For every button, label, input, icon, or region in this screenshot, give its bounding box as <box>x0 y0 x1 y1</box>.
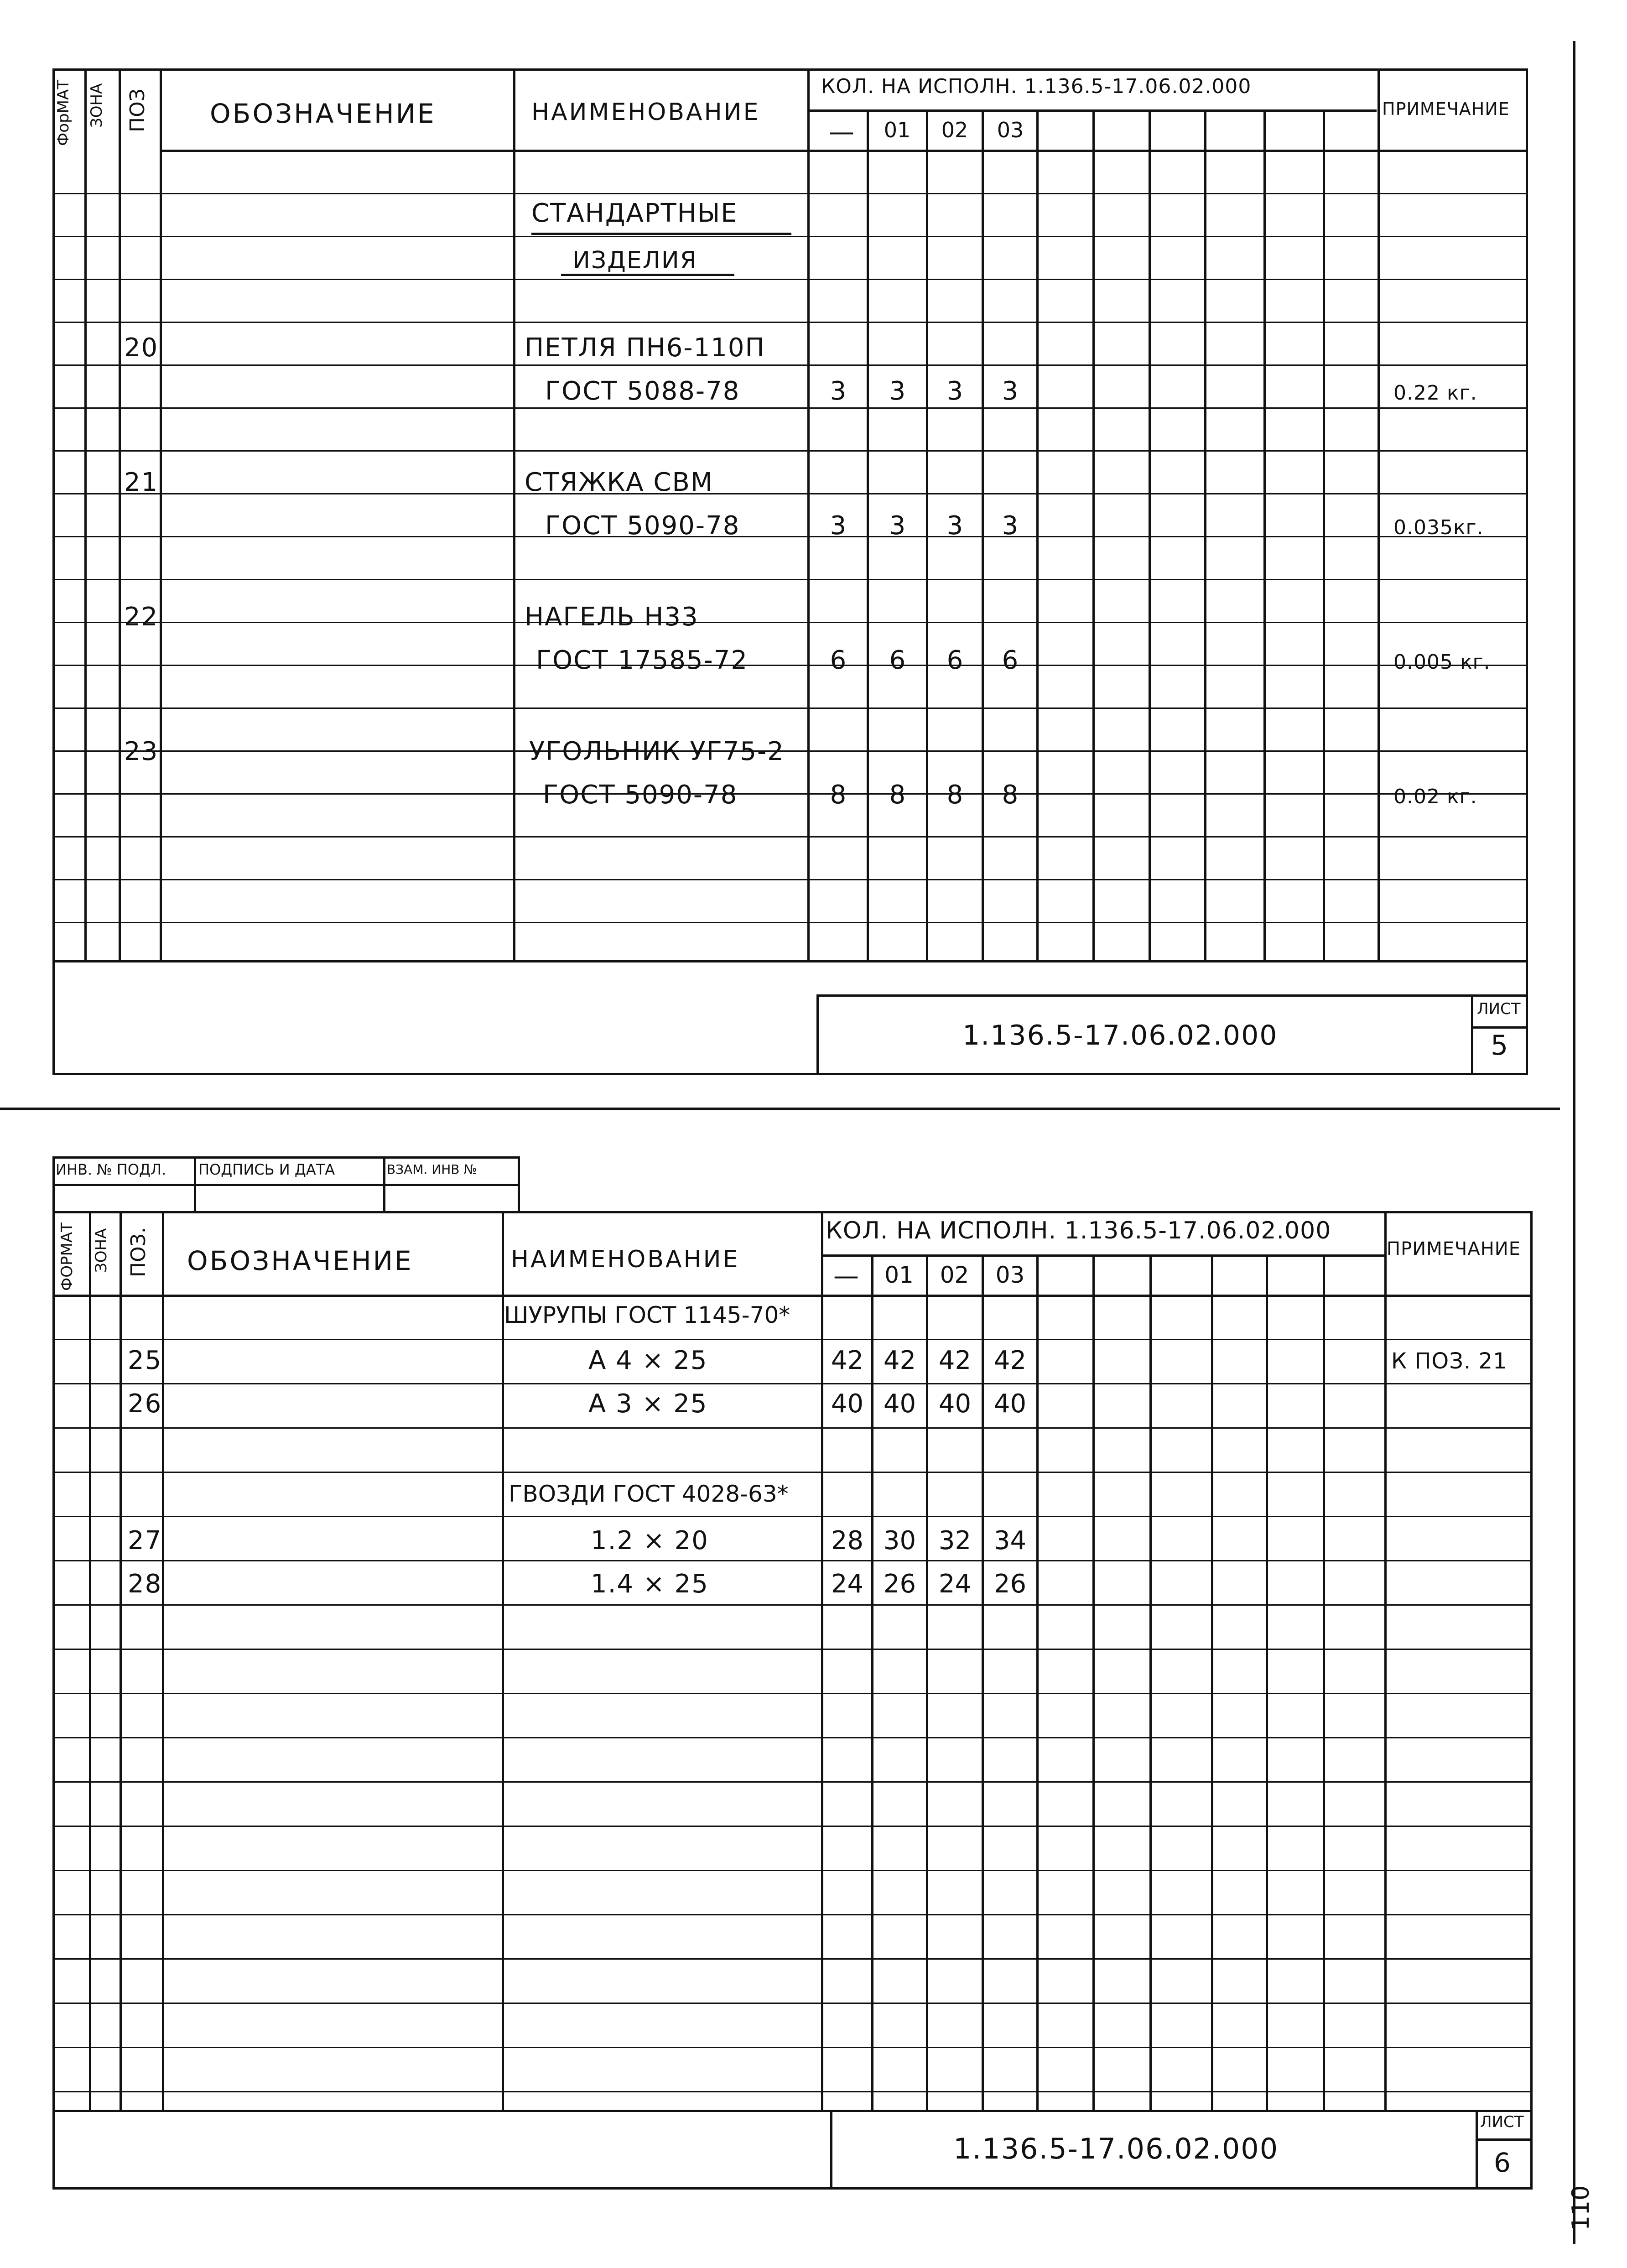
section-title-line1: СТАНДАРТНЫЕ <box>531 198 738 228</box>
item-qty-03: 26 <box>993 1569 1027 1599</box>
table-row-line <box>52 579 1528 580</box>
item-name: А 3 × 25 <box>588 1389 708 1419</box>
header-variant-01: 01 <box>884 118 911 142</box>
table-row-line <box>52 493 1528 494</box>
item-qty-02: 40 <box>938 1389 972 1419</box>
item-note: 0.02 кг. <box>1393 785 1477 808</box>
table-row-line <box>52 236 1528 237</box>
table-row-line <box>52 193 1528 194</box>
item-qty-02: 6 <box>946 645 963 675</box>
item-pos: 20 <box>124 333 159 363</box>
item-note: 0.005 кг. <box>1393 650 1491 674</box>
stamp-sign-date: ПОДПИСЬ И ДАТА <box>198 1161 335 1178</box>
table-row-line <box>52 1339 1533 1340</box>
item-standard: ГОСТ 5090-78 <box>543 780 738 810</box>
table-row-line <box>52 622 1528 623</box>
item-qty-03: 34 <box>993 1526 1027 1555</box>
item-standard: ГОСТ 5088-78 <box>545 376 740 406</box>
item-name: СТЯЖКА СВМ <box>525 468 714 497</box>
header-format: ФОРМАТ <box>58 1222 76 1291</box>
page-number: 110 <box>1567 2185 1595 2231</box>
table-row-line <box>52 750 1528 752</box>
item-qty-03: 6 <box>1002 645 1019 675</box>
item-qty-01: 3 <box>889 511 906 541</box>
stamp-inv-replaced: ВЗАМ. ИНВ № <box>387 1162 477 1177</box>
table-row-line <box>52 407 1528 409</box>
item-qty-02: 24 <box>938 1569 972 1599</box>
item-name: 1.2 × 20 <box>591 1526 709 1555</box>
table-row-line <box>52 450 1528 452</box>
table-row-line <box>52 707 1528 709</box>
table-row-line <box>52 1826 1533 1827</box>
header-note: ПРИМЕЧАНИЕ <box>1382 99 1510 119</box>
table-row-line <box>52 1870 1533 1871</box>
table-row-line <box>52 665 1528 666</box>
item-qty-base: 6 <box>830 645 847 675</box>
sheet-number: 6 <box>1494 2147 1511 2178</box>
header-note: ПРИМЕЧАНИЕ <box>1387 1238 1521 1259</box>
item-note: 0.22 кг. <box>1393 381 1477 405</box>
table-row-line <box>52 536 1528 537</box>
item-qty-base: 24 <box>831 1569 864 1599</box>
item-note: 0.035кг. <box>1393 516 1484 539</box>
document-number: 1.136.5-17.06.02.000 <box>953 2132 1279 2165</box>
table-row-line <box>52 1781 1533 1783</box>
table-row-line <box>52 1737 1533 1738</box>
page-separator <box>0 1108 1560 1110</box>
header-variant-03: 03 <box>995 1262 1025 1288</box>
item-qty-01: 30 <box>883 1526 916 1555</box>
table-row-line <box>52 1914 1533 1915</box>
item-pos: 27 <box>128 1526 162 1555</box>
group-title: ГВОЗДИ ГОСТ 4028-63* <box>509 1481 789 1507</box>
header-zone: ЗОНА <box>88 83 106 128</box>
item-qty-01: 26 <box>883 1569 916 1599</box>
group-title: ШУРУПЫ ГОСТ 1145-70* <box>504 1302 790 1328</box>
table-row-line <box>52 364 1528 366</box>
header-designation: ОБОЗНАЧЕНИЕ <box>187 1245 413 1276</box>
stamp-inv-original: ИНВ. № ПОДЛ. <box>56 1161 166 1178</box>
item-qty-01: 6 <box>889 645 906 675</box>
item-qty-03: 8 <box>1002 780 1019 810</box>
item-qty-base: 42 <box>831 1346 864 1375</box>
header-name: НАИМЕНОВАНИЕ <box>511 1246 740 1273</box>
item-qty-base: 3 <box>830 376 847 406</box>
header-variant-02: 02 <box>941 118 968 142</box>
item-note: К ПОЗ. 21 <box>1391 1348 1507 1374</box>
item-qty-03: 40 <box>993 1389 1027 1419</box>
header-zone: ЗОНА <box>92 1228 110 1273</box>
item-qty-02: 42 <box>938 1346 972 1375</box>
header-variant-base: — <box>829 117 854 147</box>
table-row-line <box>52 1693 1533 1694</box>
header-variant-01: 01 <box>884 1262 914 1288</box>
item-pos: 23 <box>124 737 159 766</box>
header-qty: КОЛ. НА ИСПОЛН. 1.136.5-17.06.02.000 <box>821 75 1252 98</box>
item-name: А 4 × 25 <box>588 1346 708 1375</box>
table-row-line <box>52 1958 1533 1960</box>
item-name: 1.4 × 25 <box>591 1569 709 1599</box>
header-variant-03: 03 <box>997 118 1024 142</box>
table-row-line <box>52 879 1528 880</box>
item-pos: 21 <box>124 468 159 497</box>
table-row-line <box>52 2091 1533 2092</box>
table-row-line <box>52 793 1528 795</box>
item-qty-01: 40 <box>883 1389 916 1419</box>
table-row-line <box>52 322 1528 323</box>
header-variant-base: — <box>833 1261 859 1291</box>
item-qty-base: 3 <box>830 511 847 541</box>
item-qty-03: 42 <box>993 1346 1027 1375</box>
table-row-line <box>52 2003 1533 2004</box>
section-title-line2: ИЗДЕЛИЯ <box>572 247 697 274</box>
item-qty-02: 3 <box>946 511 963 541</box>
table-row-line <box>52 1472 1533 1473</box>
item-qty-base: 28 <box>831 1526 864 1555</box>
item-qty-02: 3 <box>946 376 963 406</box>
header-format: ФорМАТ <box>54 79 73 146</box>
item-qty-01: 3 <box>889 376 906 406</box>
header-name: НАИМЕНОВАНИЕ <box>531 99 760 126</box>
item-qty-base: 8 <box>830 780 847 810</box>
sheet-label: ЛИСТ <box>1477 1000 1521 1018</box>
sheet-number: 5 <box>1491 1030 1508 1061</box>
header-pos: ПОЗ. <box>127 1227 150 1277</box>
table-row-line <box>52 1427 1533 1429</box>
table-row-line <box>52 2047 1533 2048</box>
binding-edge-line <box>1573 41 1575 2244</box>
item-qty-base: 40 <box>831 1389 864 1419</box>
item-name: ПЕТЛЯ ПН6-110П <box>525 333 765 363</box>
item-qty-03: 3 <box>1002 511 1019 541</box>
table-row-line <box>52 836 1528 837</box>
header-qty: КОЛ. НА ИСПОЛН. 1.136.5-17.06.02.000 <box>826 1217 1331 1244</box>
table-row-line <box>52 1383 1533 1384</box>
sheet-label: ЛИСТ <box>1480 2113 1524 2131</box>
item-name: НАГЕЛЬ Н33 <box>525 602 699 632</box>
item-pos: 25 <box>128 1346 162 1375</box>
table-row-line <box>52 922 1528 923</box>
item-qty-01: 42 <box>883 1346 916 1375</box>
item-qty-01: 8 <box>889 780 906 810</box>
table-row-line <box>52 1516 1533 1517</box>
item-standard: ГОСТ 5090-78 <box>545 511 740 541</box>
item-standard: ГОСТ 17585-72 <box>536 645 748 675</box>
header-designation: ОБОЗНАЧЕНИЕ <box>210 98 436 129</box>
document-number: 1.136.5-17.06.02.000 <box>962 1020 1278 1051</box>
table-row-line <box>52 1649 1533 1650</box>
table-row-line <box>52 1604 1533 1606</box>
table-row-line <box>52 279 1528 280</box>
item-pos: 28 <box>128 1569 162 1599</box>
item-pos: 22 <box>124 602 159 632</box>
item-qty-02: 32 <box>938 1526 972 1555</box>
header-pos: ПОЗ <box>126 88 149 132</box>
table-row-line <box>52 1560 1533 1561</box>
item-qty-02: 8 <box>946 780 963 810</box>
item-pos: 26 <box>128 1389 162 1419</box>
item-qty-03: 3 <box>1002 376 1019 406</box>
header-variant-02: 02 <box>940 1262 969 1288</box>
item-name: УГОЛЬНИК УГ75-2 <box>529 737 785 766</box>
